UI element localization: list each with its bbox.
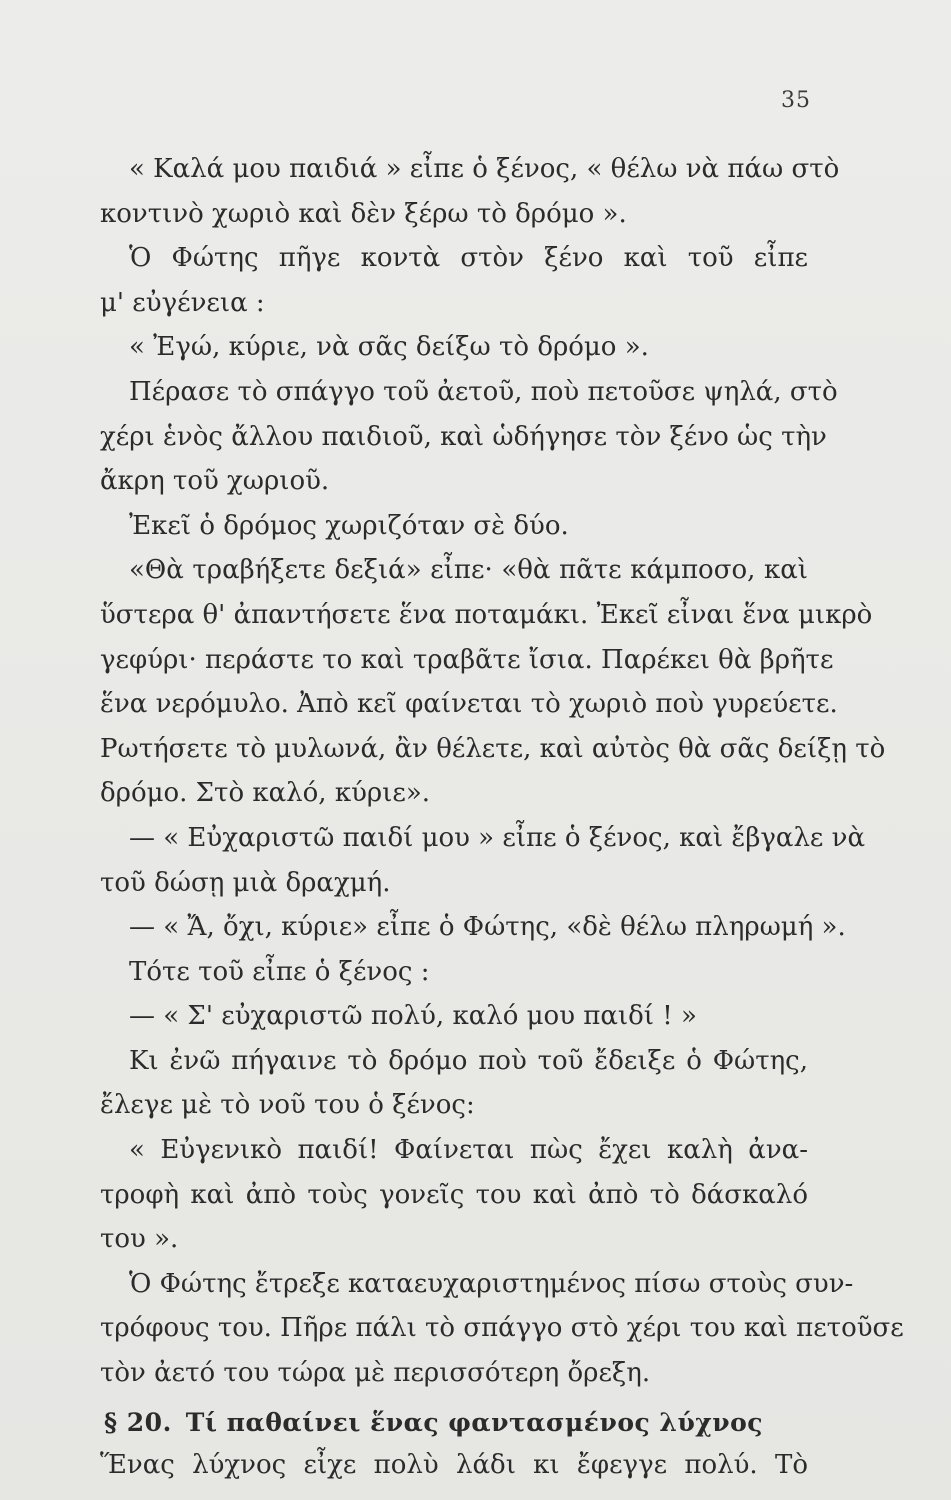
paragraph-lines	[96, 147, 904, 1396]
section-heading	[96, 1408, 808, 1437]
text-line: γεφύρι· περάστε το καὶ τραβᾶτε ἴσια. Παρέκει θὰ βρῆτε	[100, 644, 834, 675]
text-line: χέρι ἑνὸς ἄλλου παιδιοῦ, καὶ ὡδήγησε τὸν ξένο ὡς τὴν	[100, 421, 827, 452]
text-line: του ».	[100, 1224, 179, 1255]
text-line: ἔλεγε μὲ τὸ νοῦ του ὁ ξένος:	[100, 1090, 475, 1121]
text-line: « Καλά μου παιδιά » εἶπε ὁ ξένος, « θέλω νὰ πάω στὸ	[129, 154, 840, 184]
text-line: δρόμο. Στὸ καλό, κύριε».	[100, 778, 431, 809]
text-line: Κι ἐνῶ πήγαινε τὸ δρόμο ποὺ τοῦ ἔδειξε ὁ Φώτης,	[129, 1045, 808, 1076]
body-text	[96, 147, 904, 1487]
text-line: τὸν ἀετό του τώρα μὲ περισσότερη ὄρεξη.	[100, 1358, 651, 1389]
text-line: « Ἐγώ, κύριε, νὰ σᾶς δείξω τὸ δρόμο ».	[129, 332, 649, 363]
text-line: — « Ἄ, ὄχι, κύριε» εἶπε ὁ Φώτης, «δὲ θέλω πληρωμή ».	[129, 912, 846, 943]
text-line: τροφὴ καὶ ἀπὸ τοὺς γονεῖς του καὶ ἀπὸ τὸ δάσκαλό	[100, 1179, 808, 1210]
text-line: ὕστερα θ' ἀπαντήσετε ἕνα ποταμάκι. Ἐκεῖ εἶναι ἕνα μικρὸ	[100, 599, 873, 630]
text-line: κοντινὸ χωριὸ καὶ δὲν ξέρω τὸ δρόμο ».	[100, 198, 627, 229]
text-line: Ὁ Φώτης πῆγε κοντὰ στὸν ξένο καὶ τοῦ εἶπε	[129, 243, 808, 274]
text-line: «Θὰ τραβήξετε δεξιά» εἶπε· «θὰ πᾶτε κάμποσο, καὶ	[129, 555, 808, 586]
text-line: ἄκρη τοῦ χωριοῦ.	[100, 466, 330, 497]
text-line: Τότε τοῦ εἶπε ὁ ξένος :	[129, 956, 430, 987]
text-line: μ' εὐγένεια :	[100, 287, 265, 318]
text-line: — « Σ' εὐχαριστῶ πολύ, καλό μου παιδί ! »	[129, 1001, 697, 1032]
text-line: Ἐκεῖ ὁ δρόμος χωριζόταν σὲ δύο.	[129, 510, 569, 541]
section-number: § 20.	[104, 1407, 172, 1437]
text-line: τοῦ δώσῃ μιὰ δραχμή.	[100, 867, 391, 898]
text-line: Ρωτήσετε τὸ μυλωνά, ἂν θέλετε, καὶ αὐτὸς θὰ σᾶς δείξῃ τὸ	[100, 733, 886, 764]
section-title: Τί παθαίνει ἕνας φαντασμένος λύχνος	[185, 1407, 763, 1437]
text-line: Πέρασε τὸ σπάγγο τοῦ ἀετοῦ, ποὺ πετοῦσε ψηλά, στὸ	[129, 376, 838, 407]
text-line: Ὁ Φώτης ἔτρεξε καταευχαριστημένος πίσω στοὺς συν-	[129, 1268, 854, 1299]
section-body-lines	[96, 1443, 808, 1488]
text-line: « Εὐγενικὸ παιδί! Φαίνεται πὼς ἔχει καλὴ ἀνα-	[129, 1135, 808, 1166]
text-line: — « Εὐχαριστῶ παιδί μου » εἶπε ὁ ξένος, καὶ ἔβγαλε νὰ	[129, 822, 866, 853]
page-number: 35	[781, 88, 811, 113]
text-line: Ἕνας λύχνος εἶχε πολὺ λάδι κι ἔφεγγε πολύ. Τὸ	[100, 1449, 808, 1480]
text-line: τρόφους του. Πῆρε πάλι τὸ σπάγγο στὸ χέρι του καὶ πετοῦσε	[100, 1313, 904, 1344]
text-line: ἕνα νερόμυλο. Ἀπὸ κεῖ φαίνεται τὸ χωριὸ ποὺ γυρεύετε.	[100, 689, 838, 720]
